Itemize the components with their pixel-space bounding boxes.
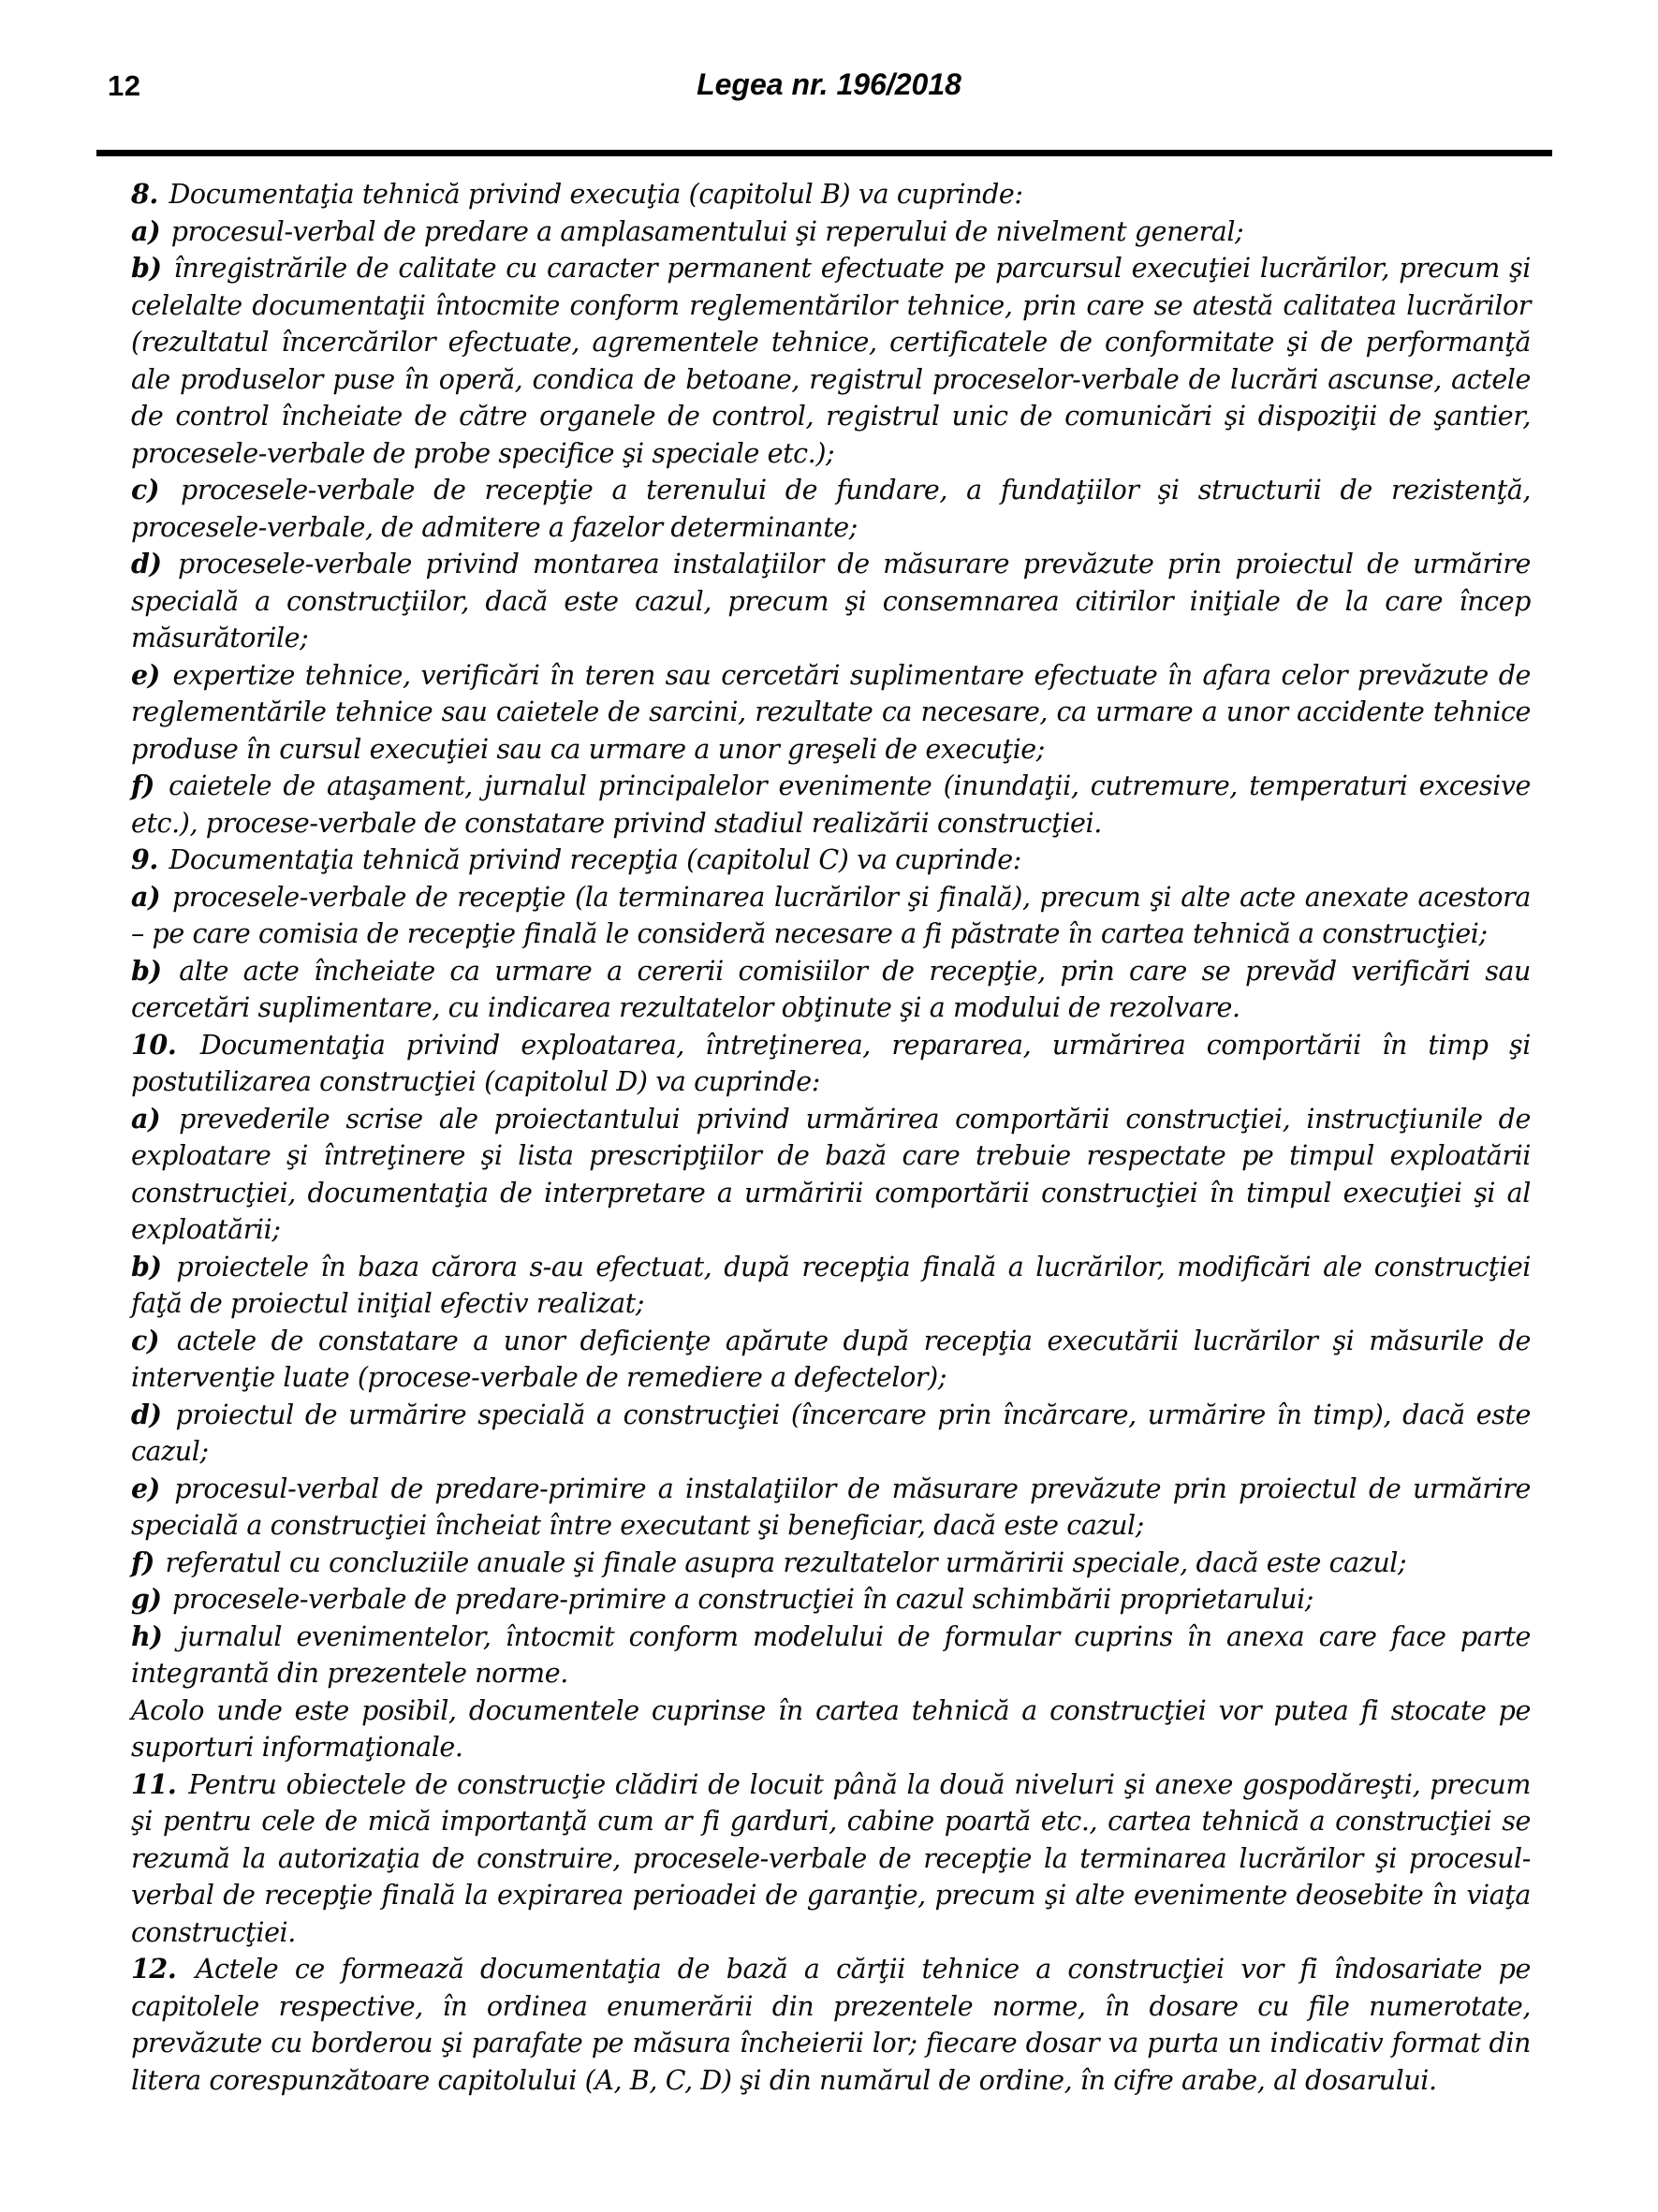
paragraph: a) procesele-verbale de recepţie (la terminarea lucrărilor şi finală), precum şi alte acte anexate acestora – pe care comisia de recepţie finală le consideră necesare a fi păstrate în cartea tehnică a construcţiei;	[131, 880, 1531, 949]
paragraph: 9. Documentaţia tehnică privind recepţia (capitolul C) va cuprinde:	[131, 843, 1021, 875]
item-marker: h)	[131, 1619, 178, 1652]
item-marker: 9.	[131, 843, 168, 875]
item-marker: g)	[131, 1583, 171, 1615]
item-marker: f)	[131, 769, 168, 801]
item-marker: e)	[131, 658, 171, 691]
document-body	[131, 176, 1531, 2099]
item-marker: a)	[131, 880, 171, 913]
item-marker: d)	[131, 1398, 174, 1430]
paragraph: d) proiectul de urmărire specială a construcţiei (încercare prin încărcare, urmărire în timp), dacă este cazul;	[131, 1398, 1531, 1467]
paragraph: a) procesul-verbal de predare a amplasamentului şi reperului de nivelment general;	[131, 214, 1244, 247]
paragraph: b) alte acte încheiate ca urmare a cererii comisiilor de recepţie, prin care se prevăd verificări sau cercetări suplimentare, cu indicarea rezultatelor obţinute şi a modului de rezolvare.	[131, 954, 1531, 1023]
item-marker: b)	[131, 252, 172, 284]
item-marker: b)	[131, 954, 178, 987]
paragraph: Acolo unde este posibil, documentele cuprinse în cartea tehnică a construcţiei vor putea fi stocate pe suporturi informaţionale.	[131, 1694, 1531, 1763]
item-marker: c)	[131, 474, 180, 505]
paragraph: e) expertize tehnice, verificări în teren sau cercetări suplimentare efectuate în afara celor prevăzute de reglementările tehnice sau caietele de sarcini, rezultate ca necesare, ca urmare a unor accidente tehnice produse în cursul execuţiei sau ca urmare a unor greşeli de execuţie;	[131, 658, 1532, 765]
item-marker: a)	[131, 1102, 178, 1135]
paragraph: 10. Documentaţia privind exploatarea, întreţinerea, repararea, urmărirea comportării în timp şi postutilizarea construcţiei (capitolul D) va cuprinde:	[131, 1028, 1531, 1097]
paragraph: 11. Pentru obiectele de construcţie clădiri de locuit până la două niveluri şi anexe gospodăreşti, precum şi pentru cele de mică importanţă cum ar fi garduri, cabine poartă etc., cartea tehnică a construcţiei se rezumă la autorizaţia de construire, procesele-verbale de recepţie la terminarea lucrărilor şi procesul-verbal de recepţie finală la expirarea perioadei de garanţie, precum şi alte evenimente deosebite în viaţa construcţiei.	[131, 1767, 1531, 1948]
paragraph: g) procesele-verbale de predare-primire a construcţiei în cazul schimbării proprietarului;	[131, 1583, 1313, 1615]
paragraph: c) procesele-verbale de recepţie a terenului de fundare, a fundaţiilor şi structurii de rezistenţă, procesele-verbale, de admitere a fazelor determinante;	[131, 474, 1531, 543]
paragraph: d) procesele-verbale privind montarea instalaţiilor de măsurare prevăzute prin proiectul de urmărire specială a construcţiilor, dacă este cazul, precum şi consemnarea citirilor iniţiale de la care încep măsurătorile;	[131, 548, 1531, 653]
page-title: Legea nr. 196/2018	[697, 67, 961, 101]
paragraph: h) jurnalul evenimentelor, întocmit conform modelului de formular cuprins în anexa care face parte integrantă din prezentele norme.	[131, 1619, 1531, 1689]
item-marker: 8.	[131, 178, 168, 210]
paragraph: b) înregistrările de calitate cu caracter permanent efectuate pe parcursul execuţiei lucrărilor, precum şi celelalte documentaţii întocmite conform reglementărilor tehnice, prin care se atestă calitatea lucrărilor (rezultatul încercărilor efectuate, agrementele tehnice, certificatele de conformitate şi de performanţă ale produselor puse în operă, condica de betoane, registrul proceselor-verbale de lucrări ascunse, actele de control încheiate de către organele de control, registrul unic de comunicări şi dispoziţii de şantier, procesele-verbale de probe specifice şi speciale etc.);	[131, 252, 1531, 469]
paragraph: a) prevederile scrise ale proiectantului privind urmărirea comportării construcţiei, instrucţiunile de exploatare şi întreţinere şi lista prescripţiilor de bază care trebuie respectate pe timpul exploatării construcţiei, documentaţia de interpretare a urmăririi comportării construcţiei în timpul execuţiei şi al exploatării;	[131, 1102, 1531, 1245]
item-marker: e)	[131, 1472, 173, 1504]
paragraph: b) proiectele în baza cărora s-au efectuat, după recepţia finală a lucrărilor, modificări ale construcţiei faţă de proiectul iniţial efectiv realizat;	[131, 1250, 1531, 1319]
item-marker: 10.	[131, 1028, 198, 1061]
item-marker: 11.	[131, 1767, 187, 1800]
item-marker: a)	[131, 214, 169, 247]
paragraph: c) actele de constatare a unor deficienţe apărute după recepţia executării lucrărilor şi măsurile de intervenţie luate (procese-verbale de remediere a defectelor);	[131, 1324, 1532, 1393]
header-rule	[96, 150, 1552, 156]
item-marker: c)	[131, 1324, 175, 1356]
item-marker: f)	[131, 1545, 164, 1578]
paragraph: e) procesul-verbal de predare-primire a instalaţiilor de măsurare prevăzute prin proiectul de urmărire specială a construcţiei încheiat între executant şi beneficiar, dacă este cazul;	[131, 1472, 1531, 1541]
item-marker: d)	[131, 548, 176, 579]
page-number: 12	[108, 69, 141, 102]
page-header	[0, 0, 1658, 159]
paragraph: 12. Actele ce formează documentaţia de bază a cărţii tehnice a construcţiei vor fi îndosariate pe capitolele respective, în ordinea enumerării din prezentele norme, în dosare cu file numerotate, prevăzute cu borderou şi parafate pe măsura încheierii lor; fiecare dosar va purta un indicativ format din litera corespunzătoare capitolului (A, B, C, D) şi din numărul de ordine, în cifre arabe, al dosarului.	[131, 1953, 1531, 2096]
item-marker: b)	[131, 1250, 175, 1282]
paragraph: f) referatul cu concluziile anuale şi finale asupra rezultatelor urmăririi speciale, dacă este cazul;	[131, 1545, 1407, 1578]
paragraph: f) caietele de ataşament, jurnalul principalelor evenimente (inundaţii, cutremure, temperaturi excesive etc.), procese-verbale de constatare privind stadiul realizării construcţiei.	[131, 769, 1531, 839]
item-marker: 12.	[131, 1953, 194, 1985]
paragraph: 8. Documentaţia tehnică privind execuţia (capitolul B) va cuprinde:	[131, 178, 1023, 210]
